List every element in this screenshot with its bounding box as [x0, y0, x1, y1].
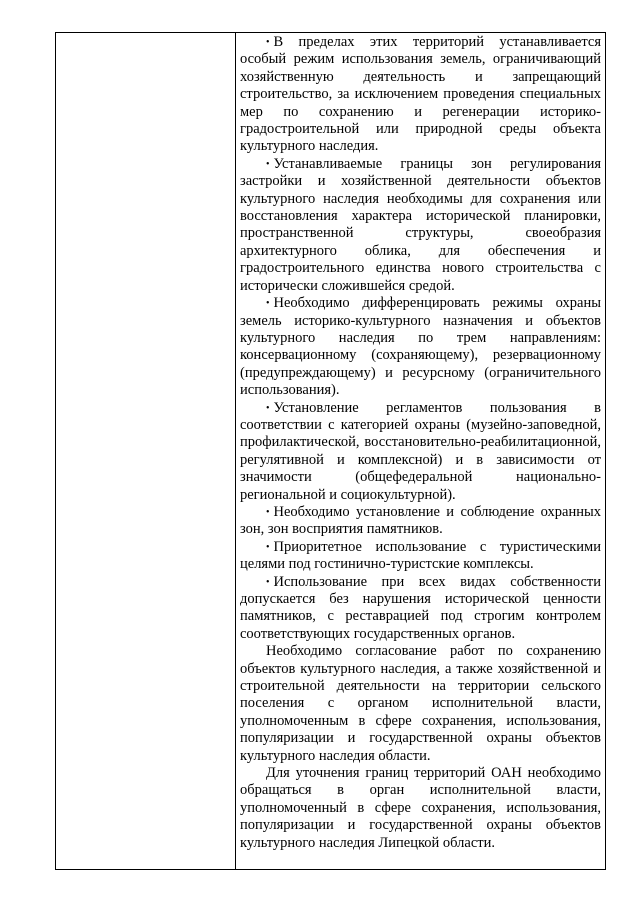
paragraph-text: Использование при всех видах собственности допускается без нарушения исторической ценности памятников, с реставрацией под строгим контролем соответствующих государственных органов. — [240, 573, 601, 642]
paragraph — [240, 765, 601, 852]
paragraph-text: Установление регламентов пользования в соответствии с категорией охраны (музейно-заповедной, профилактической, восстановительно-реабилитационной, регулятивной и комплексной) и в зависимости от значимости (общефедеральной национально-региональной и социокультурной). — [240, 399, 601, 503]
paragraph-text: Необходимо установление и соблюдение охранных зон, зон восприятия памятников. — [240, 503, 601, 538]
paragraph-text: Необходимо дифференцировать режимы охраны земель историко-культурного назначения и объектов культурного наследия по трем направлениям: консервационному (сохраняющему), резервационному (предупреждающему) и ресурсному (ограничительного использования). — [240, 295, 601, 399]
bullet-icon: • — [266, 298, 270, 310]
bullet-paragraph — [240, 574, 601, 644]
bullet-icon: • — [266, 402, 270, 414]
bullet-paragraph — [240, 34, 601, 156]
paragraph-text: Необходимо согласование работ по сохранению объектов культурного наследия, а также хозяйственной и строительной деятельности на территории сельского поселения с органом исполнительной власти, уполномоченным в сфере сохранения, использования, популяризации и государственной охраны объектов культурного наследия области. — [240, 643, 601, 764]
empty-left-cell — [56, 33, 235, 869]
column-divider — [235, 33, 236, 869]
paragraph-text: В пределах этих территорий устанавливается особый режим использования земель, ограничивающий хозяйственную деятельность и запрещающий строительство, за исключением проведения специальных мер по сохранению и регенерации историко-градостроительной или природной среды объекта культурного наследия. — [240, 34, 601, 155]
bullet-paragraph — [240, 504, 601, 539]
paragraph — [240, 643, 601, 765]
bullet-paragraph — [240, 539, 601, 574]
bullet-icon: • — [266, 576, 270, 588]
bullet-paragraph — [240, 400, 601, 504]
bullet-icon: • — [266, 158, 270, 170]
bullet-icon: • — [266, 37, 270, 48]
paragraph-text: Приоритетное использование с туристическими целями под гостинично-туристские комплексы. — [240, 538, 601, 573]
paragraph-text: Устанавливаемые границы зон регулирования застройки и хозяйственной деятельности объектов культурного наследия необходимы для сохранения или восстановления характера исторической планировки, пространственной структуры, своеобразия архитектурного облика, для обеспечения и градостроительного единства нового строительства с исторически сложившейся средой. — [240, 155, 601, 294]
text-cell — [240, 34, 601, 852]
paragraph-text: Для уточнения границ территорий ОАН необходимо обращаться в орган исполнительной власти, уполномоченный в сфере сохранения, использования, популяризации и государственной охраны объектов культурного наследия Липецкой области. — [240, 765, 601, 851]
bullet-paragraph — [240, 156, 601, 295]
document-table — [55, 32, 606, 870]
bullet-icon: • — [266, 541, 270, 553]
bullet-paragraph — [240, 295, 601, 399]
bullet-icon: • — [266, 506, 270, 518]
